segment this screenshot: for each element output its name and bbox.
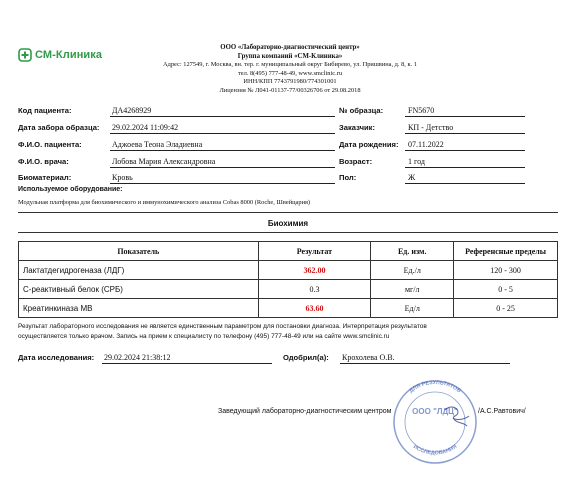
sample-number-label: № образца: xyxy=(339,106,384,115)
sex-value: Ж xyxy=(408,173,416,182)
org-group: Группа компаний «СМ-Клиника» xyxy=(237,52,343,60)
org-license: Лицензия № Л041-01137-77/00326706 от 29.08.2018 xyxy=(219,86,361,94)
study-date-value: 29.02.2024 21:38:12 xyxy=(104,353,171,362)
sex-label: Пол: xyxy=(339,173,357,182)
disclaimer xyxy=(18,322,558,341)
row-result: 362.00 xyxy=(258,261,371,280)
row-result: 63.60 xyxy=(258,299,371,318)
row-unit: Ед./л xyxy=(371,261,454,280)
underline xyxy=(110,133,335,134)
underline xyxy=(405,167,525,168)
patient-code-value: ДА4268929 xyxy=(112,106,152,115)
organization-header xyxy=(120,44,460,96)
org-name: ООО «Лабораторно-диагностический центр» xyxy=(220,44,360,51)
stamp-top-text: ДЛЯ РЕЗУЛЬТАТОВ xyxy=(408,379,462,395)
table-row xyxy=(19,299,558,318)
approved-by-label: Одобрил(а): xyxy=(283,353,329,362)
customer-label: Заказчик: xyxy=(339,123,375,132)
study-date-label: Дата исследования: xyxy=(18,353,95,362)
table-row xyxy=(19,280,558,299)
underline xyxy=(102,363,272,364)
birth-date-value: 07.11.2022 xyxy=(408,140,444,149)
clinic-logo-icon xyxy=(18,48,32,62)
underline xyxy=(110,167,335,168)
patient-name-value: Аджоева Теона Эладиевна xyxy=(112,140,203,149)
patient-name-label: Ф.И.О. пациента: xyxy=(18,140,82,149)
head-of-lab-text: Заведующий лабораторно-диагностическим центром xyxy=(218,408,392,415)
row-parameter: С-реактивный белок (СРБ) xyxy=(19,280,259,299)
approved-by-value: Крохолева О.В. xyxy=(342,353,395,362)
biomaterial-value: Кровь xyxy=(112,173,133,182)
clinic-logo-text: СМ-Клиника xyxy=(35,49,103,61)
row-reference: 120 - 300 xyxy=(454,261,558,280)
org-phone: тел. 8(495) 777-48-49, www.smclinic.ru xyxy=(237,69,343,77)
row-parameter: Лактатдегидрогеназа (ЛДГ) xyxy=(19,261,259,280)
section-title: Биохимия xyxy=(267,219,309,228)
equipment-title: Используемое оборудование: xyxy=(18,186,123,193)
collection-date-label: Дата забора образца: xyxy=(18,123,100,132)
row-unit: Ед/л xyxy=(371,299,454,318)
underline xyxy=(110,116,335,117)
row-result: 0.3 xyxy=(258,280,371,299)
row-reference: 0 - 5 xyxy=(454,280,558,299)
underline xyxy=(110,183,335,184)
underline xyxy=(405,150,525,151)
underline xyxy=(110,150,335,151)
column-header-unit: Ед. изм. xyxy=(371,242,454,261)
doctor-name-value: Лобова Мария Александровна xyxy=(112,157,216,166)
column-header-result: Результат xyxy=(258,242,371,261)
disclaimer-line: осуществляется только врачом. Запись на прием к специалисту по телефону (495) 777-48-49 или на сайте www.smclinic.ru xyxy=(18,332,390,340)
biomaterial-label: Биоматериал: xyxy=(18,173,72,182)
patient-code-label: Код пациента: xyxy=(18,106,72,115)
table-header-row xyxy=(19,242,558,261)
underline xyxy=(405,183,525,184)
underline xyxy=(405,116,525,117)
stamp-center-text: ООО "ЛДЦ" xyxy=(412,407,458,416)
equipment-text: Модульная платформа для биохимического и иммунохимического анализа Cobas 8000 (Roche, Швейцария) xyxy=(18,199,311,206)
column-header-reference: Референсные пределы xyxy=(454,242,558,261)
svg-text:ИССЛЕДОВАНИЯ xyxy=(412,444,458,457)
table-row xyxy=(19,261,558,280)
disclaimer-line: Результат лабораторного исследования не является единственным параметром для постановки диагноза. Интерпретация результатов xyxy=(18,323,427,330)
row-parameter: Креатинкиназа MB xyxy=(19,299,259,318)
clinic-stamp xyxy=(383,372,488,464)
clinic-logo xyxy=(18,48,102,62)
row-unit: мг/л xyxy=(371,280,454,299)
head-of-lab-name: /А.С.Равтович/ xyxy=(478,408,526,415)
age-value: 1 год xyxy=(408,157,425,166)
stamp-bottom-text: ИССЛЕДОВАНИЯ xyxy=(411,443,459,457)
sample-number-value: FN5670 xyxy=(408,106,435,115)
column-header-parameter: Показатель xyxy=(19,242,259,261)
org-address: Адрес: 127549, г. Москва, вн. тер. г. муниципальный округ Бибирево, ул. Пришвина, д. 8, к. 1 xyxy=(163,61,417,69)
divider xyxy=(18,212,558,213)
underline xyxy=(340,363,510,364)
org-inn: ИНН/КПП 7743791980/774301001 xyxy=(243,78,337,86)
doctor-name-label: Ф.И.О. врача: xyxy=(18,157,69,166)
results-table xyxy=(18,241,558,318)
row-reference: 0 - 25 xyxy=(454,299,558,318)
customer-value: КП - Детство xyxy=(408,123,454,132)
underline xyxy=(405,133,525,134)
collection-date-value: 29.02.2024 11:09:42 xyxy=(112,123,179,132)
birth-date-label: Дата рождения: xyxy=(339,140,399,149)
age-label: Возраст: xyxy=(339,157,373,166)
divider xyxy=(18,232,558,233)
